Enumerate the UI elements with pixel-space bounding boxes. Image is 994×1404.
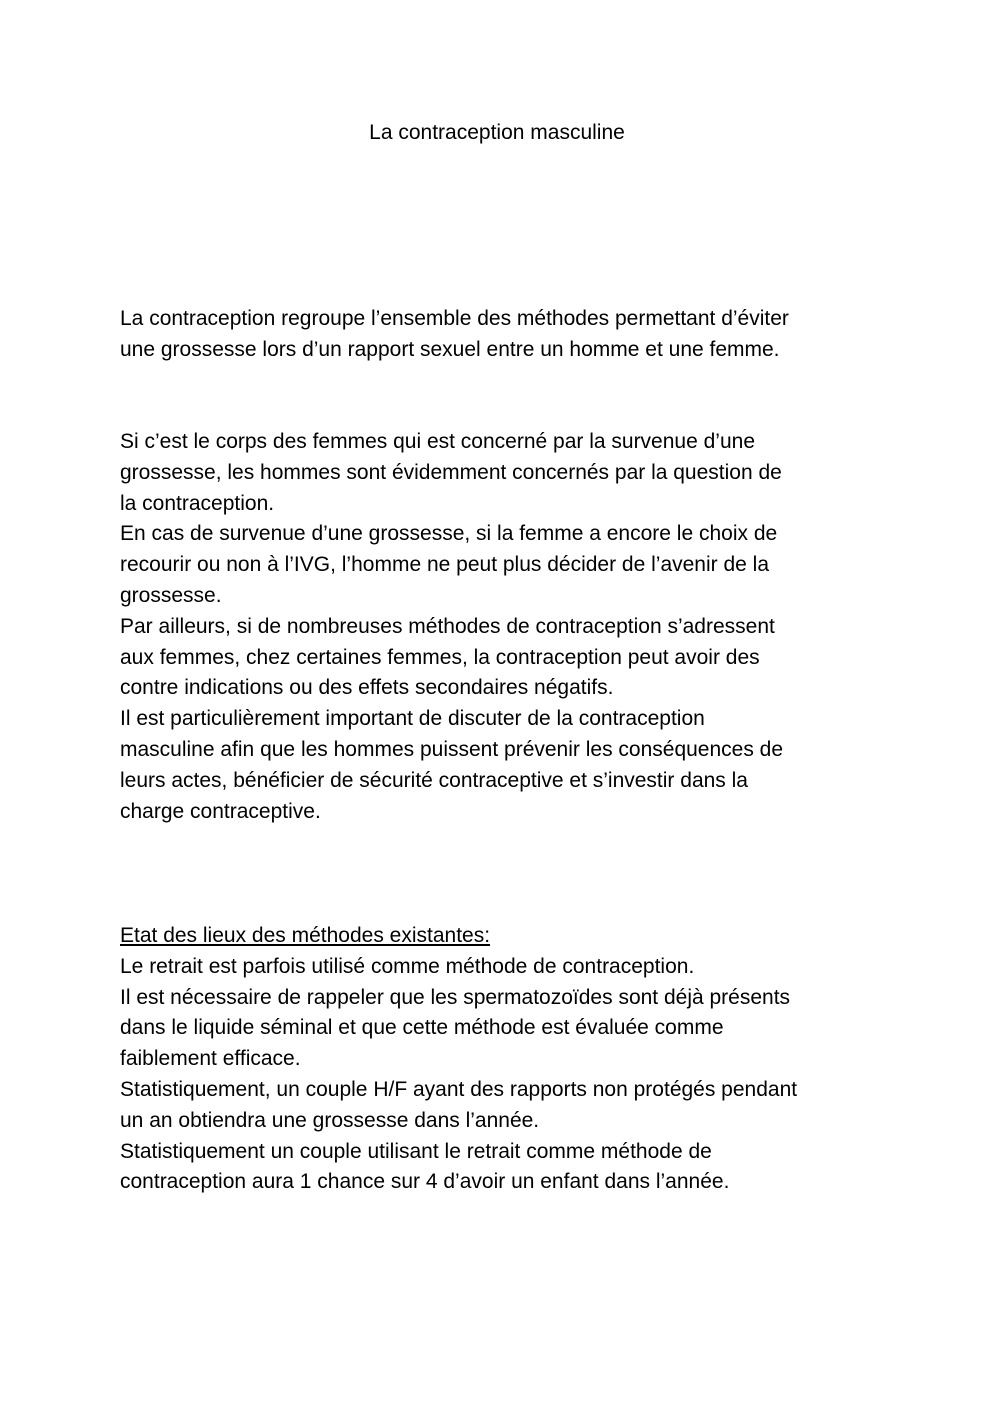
methods-line: contraception aura 1 chance sur 4 d’avoir un enfant dans l’année. [120, 1170, 730, 1194]
body-line: Si c’est le corps des femmes qui est concerné par la survenue d’une [120, 430, 755, 453]
body-line: contre indications ou des effets secondaires négatifs. [120, 676, 614, 700]
methods-line: Statistiquement un couple utilisant le retrait comme méthode de [120, 1139, 712, 1163]
methods-line: faiblement efficace. [120, 1047, 301, 1071]
intro-line: La contraception regroupe l’ensemble des méthodes permettant d’éviter [120, 307, 789, 330]
methods-line: Statistiquement, un couple H/F ayant des rapports non protégés pendant [120, 1077, 798, 1101]
body-line: Par ailleurs, si de nombreuses méthodes de contraception s’adressent [120, 614, 775, 638]
body-line: En cas de survenue d’une grossesse, si la femme a encore le choix de [120, 522, 778, 546]
intro-paragraph [120, 304, 890, 366]
methods-line: Il est nécessaire de rappeler que les spermatozoïdes sont déjà présents [120, 985, 791, 1009]
methods-line: Le retrait est parfois utilisé comme méthode de contraception. [120, 954, 695, 978]
body-line: leurs actes, bénéficier de sécurité contraceptive et s’investir dans la [120, 768, 748, 792]
body-line: grossesse, les hommes sont évidemment concernés par la question de [120, 460, 782, 484]
body-line: grossesse. [120, 583, 222, 607]
methods-line: un an obtiendra une grossesse dans l’année. [120, 1108, 540, 1132]
body-paragraph [120, 427, 890, 827]
body-line: la contraception. [120, 491, 275, 515]
intro-line: une grossesse lors d’un rapport sexuel entre un homme et une femme. [120, 337, 780, 361]
body-line: recourir ou non à l’IVG, l’homme ne peut plus décider de l’avenir de la [120, 553, 770, 577]
document-title: La contraception masculine [369, 121, 625, 144]
methods-line: dans le liquide séminal et que cette méthode est évaluée comme [120, 1016, 724, 1040]
methods-section [120, 921, 890, 1198]
body-line: masculine afin que les hommes puissent prévenir les conséquences de [120, 737, 784, 761]
body-line: aux femmes, chez certaines femmes, la contraception peut avoir des [120, 645, 760, 669]
body-line: charge contraceptive. [120, 799, 321, 823]
methods-heading: Etat des lieux des méthodes existantes: [120, 924, 491, 947]
body-line: Il est particulièrement important de discuter de la contraception [120, 707, 705, 731]
